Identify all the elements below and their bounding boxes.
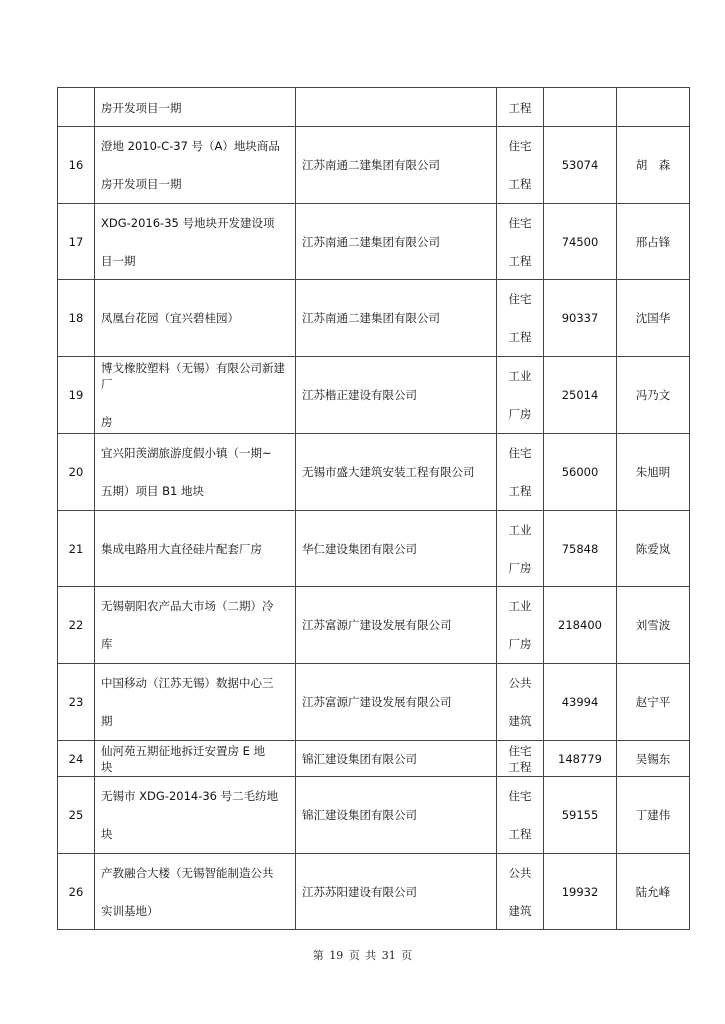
cell-text: 90337 — [561, 311, 599, 325]
cell-text: 丁建伟 — [635, 808, 671, 822]
cell-text: 148779 — [558, 751, 602, 766]
cell-text: 59155 — [561, 808, 599, 822]
cell-lines — [497, 675, 543, 729]
cell-line: 产教融合大楼（无锡智能制造公共 — [101, 865, 274, 880]
cell-project-name — [95, 511, 296, 587]
cell-line: 住宅 — [508, 139, 532, 153]
cell-manager — [617, 88, 690, 127]
cell-text: 锦汇建设集团有限公司 — [302, 808, 417, 822]
cell-type — [497, 777, 544, 854]
table-row — [58, 664, 690, 741]
cell-text: 22 — [68, 618, 84, 632]
cell-project-name — [95, 434, 296, 511]
cell-lines — [497, 291, 543, 345]
cell-text: 江苏南通二建集团有限公司 — [302, 311, 440, 325]
cell-text: 赵宁平 — [635, 695, 671, 709]
cell-area — [544, 664, 617, 741]
cell-no — [58, 127, 95, 204]
cell-text: 19 — [68, 388, 84, 402]
cell-project-name — [95, 88, 296, 127]
cell-lines — [101, 360, 291, 430]
cell-area — [544, 511, 617, 587]
cell-line: 工程 — [508, 759, 532, 774]
cell-project-name — [95, 127, 296, 204]
cell-text: 朱旭明 — [635, 465, 671, 479]
cell-line: 宜兴阳羡湖旅游度假小镇（一期~ — [101, 446, 272, 460]
cell-area — [544, 434, 617, 511]
cell-line: 工业 — [508, 522, 532, 537]
cell-manager — [617, 204, 690, 280]
cell-line: 住宅 — [508, 789, 532, 803]
cell-manager — [617, 280, 690, 357]
cell-lines — [101, 215, 291, 269]
cell-text: 沈国华 — [635, 311, 671, 325]
cell-line: 仙河苑五期征地拆迁安置房 E 地 — [101, 743, 266, 758]
cell-line: 目一期 — [101, 253, 136, 268]
cell-type — [497, 741, 544, 777]
cell-line: 工程 — [508, 484, 532, 498]
cell-type — [497, 511, 544, 587]
cell-line: 工程 — [508, 177, 532, 191]
cell-area — [544, 587, 617, 664]
cell-company — [296, 88, 497, 127]
cell-text: 江苏富源广建设发展有限公司 — [302, 618, 452, 632]
cell-line: 公共 — [508, 676, 532, 690]
table-row-continuation — [58, 88, 690, 127]
cell-no — [58, 434, 95, 511]
cell-text: 江苏苏阳建设有限公司 — [302, 884, 417, 899]
cell-type — [497, 357, 544, 434]
cell-area — [544, 777, 617, 854]
cell-text: 20 — [68, 465, 84, 479]
cell-company — [296, 127, 497, 204]
cell-type — [497, 88, 544, 127]
cell-text: 吴锡东 — [635, 751, 671, 766]
cell-line: 五期）项目 B1 地块 — [101, 484, 205, 498]
project-table — [57, 87, 690, 930]
cell-line: 期 — [101, 714, 113, 728]
cell-text: 19932 — [561, 884, 599, 899]
cell-line: 工业 — [508, 369, 532, 383]
cell-line: 厂房 — [508, 407, 532, 421]
table-row — [58, 587, 690, 664]
page-footer: 第 19 页 共 31 页 — [312, 949, 413, 962]
cell-text: 江苏楷正建设有限公司 — [302, 388, 417, 402]
cell-manager — [617, 127, 690, 204]
cell-company — [296, 587, 497, 664]
cell-lines — [101, 138, 291, 192]
cell-company — [296, 664, 497, 741]
cell-manager — [617, 741, 690, 777]
cell-lines — [101, 310, 291, 326]
cell-line: 中国移动（江苏无锡）数据中心三 — [101, 676, 274, 690]
cell-lines — [101, 675, 291, 729]
cell-text: 江苏富源广建设发展有限公司 — [302, 695, 452, 709]
table-row — [58, 204, 690, 280]
cell-manager — [617, 777, 690, 854]
cell-manager — [617, 587, 690, 664]
cell-lines — [101, 598, 291, 652]
cell-manager — [617, 434, 690, 511]
cell-line: 块 — [101, 827, 113, 841]
cell-no — [58, 511, 95, 587]
cell-line: 集成电路用大直径硅片配套厂房 — [101, 541, 262, 556]
cell-lines — [497, 368, 543, 422]
cell-company — [296, 777, 497, 854]
cell-project-name — [95, 854, 296, 930]
table-row — [58, 434, 690, 511]
cell-line: 房开发项目一期 — [101, 177, 182, 191]
cell-line: 凤凰台花园（宜兴碧桂园） — [101, 311, 239, 325]
cell-company — [296, 854, 497, 930]
cell-manager — [617, 357, 690, 434]
cell-no — [58, 741, 95, 777]
cell-text: 21 — [68, 541, 84, 556]
cell-project-name — [95, 357, 296, 434]
cell-lines — [497, 598, 543, 652]
cell-line: 住宅 — [508, 215, 532, 230]
cell-area — [544, 88, 617, 127]
cell-text: 26 — [68, 884, 84, 899]
cell-lines — [497, 865, 543, 919]
cell-project-name — [95, 280, 296, 357]
cell-area — [544, 854, 617, 930]
cell-line: 工业 — [508, 599, 532, 613]
cell-text: 冯乃文 — [635, 388, 671, 402]
cell-text: 53074 — [561, 158, 599, 172]
cell-text: 218400 — [558, 618, 602, 632]
cell-type — [497, 204, 544, 280]
cell-text: 56000 — [561, 465, 599, 479]
cell-text: 25014 — [561, 388, 599, 402]
cell-text: 17 — [68, 234, 84, 249]
cell-lines — [101, 865, 291, 919]
cell-text: 锦汇建设集团有限公司 — [302, 751, 417, 766]
cell-lines — [101, 541, 291, 557]
cell-type — [497, 434, 544, 511]
table-row — [58, 741, 690, 777]
cell-project-name — [95, 204, 296, 280]
cell-line: 房 — [101, 415, 113, 429]
cell-type — [497, 587, 544, 664]
cell-text: 陆允峰 — [635, 884, 671, 899]
table-row — [58, 511, 690, 587]
cell-text: 23 — [68, 695, 84, 709]
cell-project-name — [95, 741, 296, 777]
cell-line: 住宅 — [508, 446, 532, 460]
cell-lines — [497, 743, 543, 775]
project-name-text: 房开发项目一期 — [101, 101, 182, 115]
table-row — [58, 854, 690, 930]
cell-line: 块 — [101, 759, 113, 774]
cell-line: 工程 — [508, 827, 532, 841]
cell-area — [544, 741, 617, 777]
cell-lines — [497, 215, 543, 269]
cell-no — [58, 664, 95, 741]
cell-text: 16 — [68, 158, 84, 172]
cell-lines — [497, 788, 543, 842]
cell-text: 无锡市盛大建筑安装工程有限公司 — [302, 465, 475, 479]
cell-line: 澄地 2010-C-37 号（A）地块商品 — [101, 139, 280, 153]
cell-project-name — [95, 777, 296, 854]
cell-no — [58, 587, 95, 664]
cell-line: 厂房 — [508, 637, 532, 651]
cell-line: 库 — [101, 637, 113, 651]
cell-text: 邢占锋 — [635, 234, 671, 249]
cell-lines — [101, 788, 291, 842]
cell-type — [497, 280, 544, 357]
cell-text: 24 — [68, 751, 84, 766]
table-row — [58, 280, 690, 357]
cell-text: 胡 森 — [635, 158, 671, 172]
cell-no — [58, 204, 95, 280]
cell-text: 43994 — [561, 695, 599, 709]
cell-type — [497, 854, 544, 930]
cell-company — [296, 511, 497, 587]
cell-lines — [497, 445, 543, 499]
cell-text: 刘雪波 — [635, 618, 671, 632]
cell-area — [544, 204, 617, 280]
cell-company — [296, 434, 497, 511]
cell-type — [497, 664, 544, 741]
cell-area — [544, 127, 617, 204]
cell-text: 25 — [68, 808, 84, 822]
table-row — [58, 777, 690, 854]
cell-manager — [617, 511, 690, 587]
cell-line: 公共 — [508, 865, 532, 880]
cell-line: 住宅 — [508, 292, 532, 306]
cell-text: 江苏南通二建集团有限公司 — [302, 158, 440, 172]
cell-line: XDG-2016-35 号地块开发建设项 — [101, 215, 275, 230]
cell-text: 18 — [68, 311, 84, 325]
cell-lines — [497, 522, 543, 576]
cell-line: 实训基地） — [101, 903, 159, 918]
cell-company — [296, 204, 497, 280]
cell-lines — [497, 138, 543, 192]
cell-lines — [101, 743, 291, 775]
cell-type — [497, 127, 544, 204]
project-type-text: 工程 — [508, 101, 532, 115]
cell-company — [296, 357, 497, 434]
cell-project-name — [95, 587, 296, 664]
cell-lines — [101, 445, 291, 499]
cell-no — [58, 854, 95, 930]
cell-text: 江苏南通二建集团有限公司 — [302, 234, 440, 249]
cell-line: 工程 — [508, 253, 532, 268]
cell-company — [296, 280, 497, 357]
cell-area — [544, 280, 617, 357]
cell-text: 75848 — [561, 541, 599, 556]
cell-no — [58, 777, 95, 854]
cell-area — [544, 357, 617, 434]
cell-no — [58, 357, 95, 434]
cell-no — [58, 88, 95, 127]
cell-line: 厂房 — [508, 560, 532, 575]
table-row — [58, 357, 690, 434]
cell-text: 陈爱岚 — [635, 541, 671, 556]
cell-line: 博戈橡胶塑料（无锡）有限公司新建厂 — [101, 361, 285, 391]
cell-text: 74500 — [561, 234, 599, 249]
cell-line: 无锡朝阳农产品大市场（二期）冷 — [101, 599, 274, 613]
cell-no — [58, 280, 95, 357]
cell-company — [296, 741, 497, 777]
cell-line: 建筑 — [508, 903, 532, 918]
cell-project-name — [95, 664, 296, 741]
cell-line: 无锡市 XDG-2014-36 号二毛纺地 — [101, 789, 279, 803]
cell-line: 建筑 — [508, 714, 532, 728]
cell-text: 华仁建设集团有限公司 — [302, 541, 417, 556]
cell-line: 住宅 — [508, 743, 532, 758]
table-row — [58, 127, 690, 204]
cell-manager — [617, 854, 690, 930]
cell-line: 工程 — [508, 330, 532, 344]
cell-manager — [617, 664, 690, 741]
